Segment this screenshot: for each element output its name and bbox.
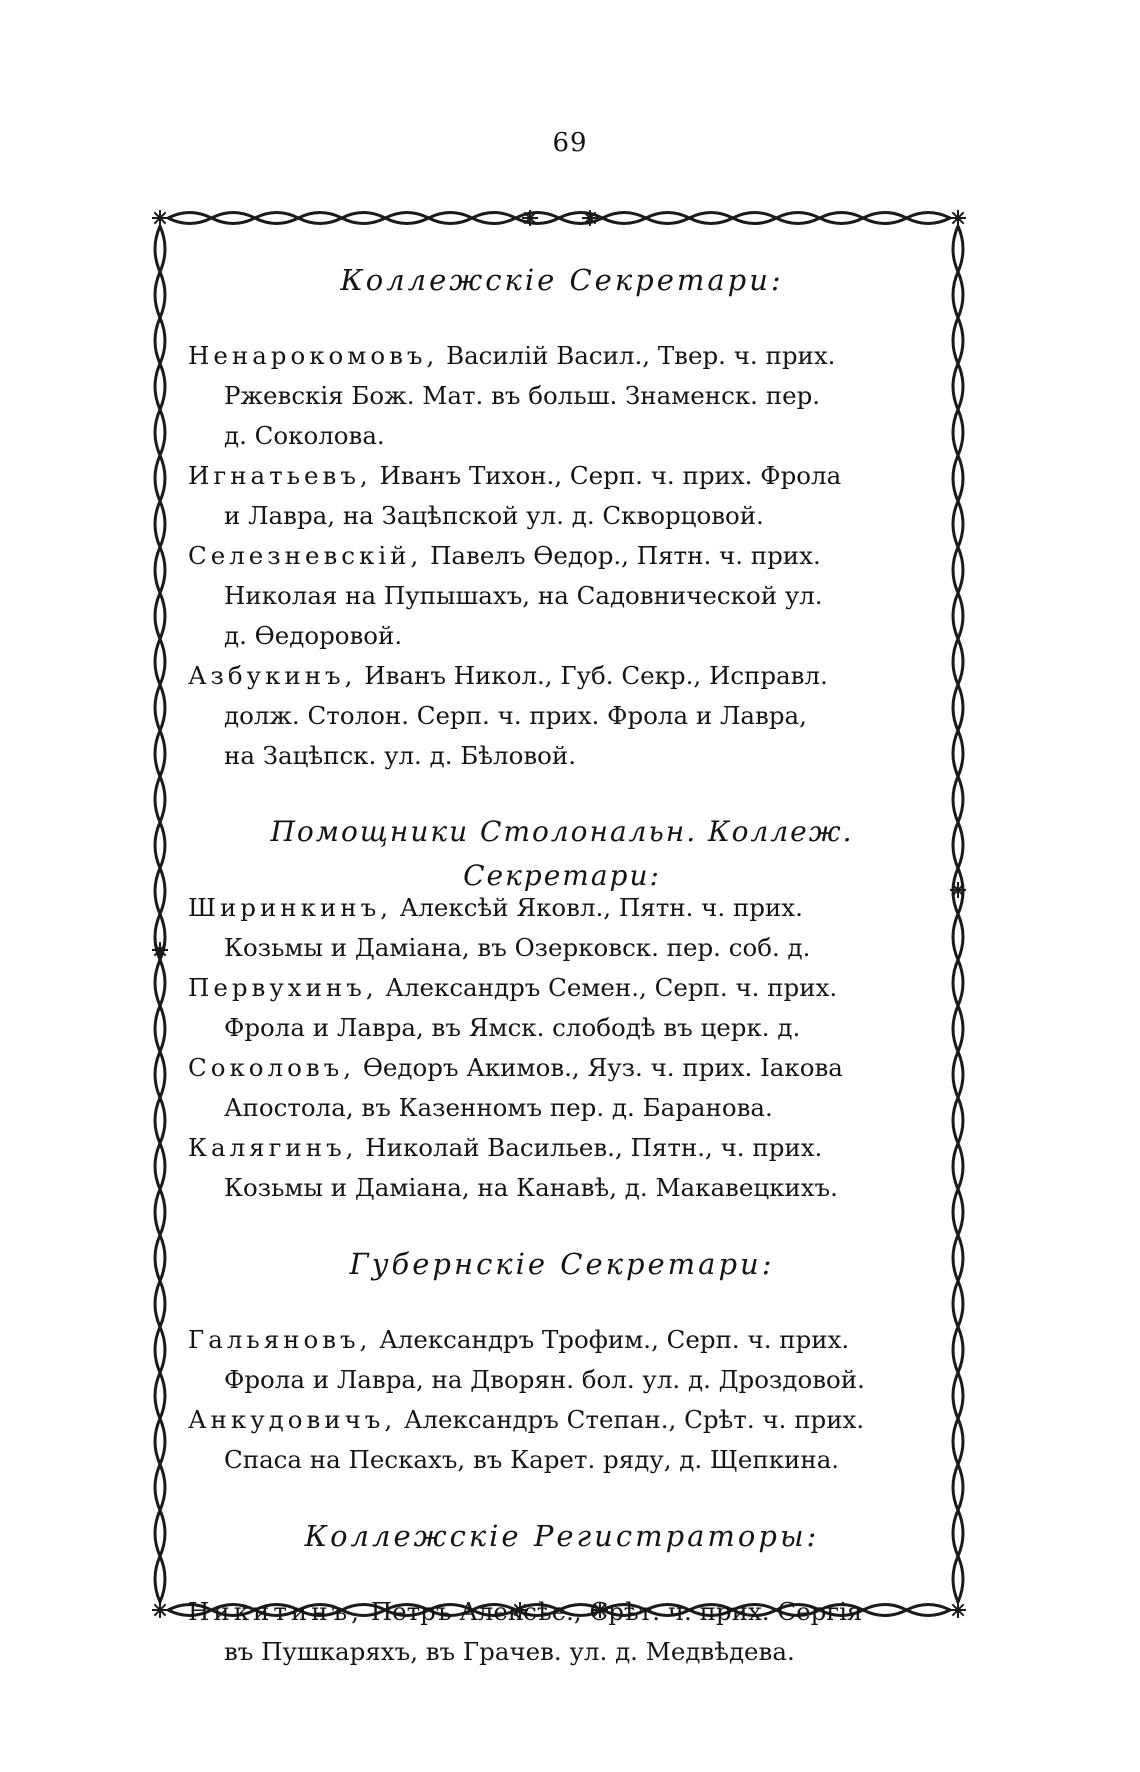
list-item <box>188 888 936 968</box>
list-item <box>188 456 936 536</box>
entry-text: Ржевскія Бож. Мат. въ больш. Знаменск. пер. <box>224 381 821 410</box>
entry-text: Александръ Трофим., Серп. ч. прих. <box>371 1325 850 1354</box>
entry-text: Козьмы и Даміана, въ Озерковск. пер. соб. д. <box>224 933 811 962</box>
entry-text: Фрола и Лавра, на Дворян. бол. ул. д. Дроздовой. <box>224 1365 865 1394</box>
entry-surname: Азбукинъ, <box>188 661 357 690</box>
entry-text: Ѳедоръ Акимов., Яуз. ч. прих. Іакова <box>355 1053 843 1082</box>
entry-surname: Игнатьевъ, <box>188 461 372 490</box>
entry-text: на Зацѣпск. ул. д. Бѣловой. <box>224 741 577 770</box>
entry-surname: Гальяновъ, <box>188 1325 372 1354</box>
entry-text: Алексѣй Яковл., Пятн. ч. прих. <box>391 893 803 922</box>
entry-surname: Никитинъ, <box>188 1597 363 1626</box>
entry-text: въ Пушкаряхъ, въ Грачев. ул. д. Медвѣдева. <box>224 1637 795 1666</box>
entry-text: Николая на Пупышахъ, на Садовнической ул. <box>224 581 823 610</box>
entry-surname: Ширинкинъ, <box>188 893 392 922</box>
entry-text: Апостола, въ Казенномъ пер. д. Баранова. <box>224 1093 773 1122</box>
list-item <box>188 968 936 1048</box>
list-item <box>188 1048 936 1128</box>
section-heading: Губернскіе Секретари: <box>349 1247 775 1281</box>
section-heading: Коллежскіе Регистраторы: <box>304 1519 820 1553</box>
entry-text: д. Ѳедоровой. <box>224 621 403 650</box>
entry-surname: Калягинъ, <box>188 1133 358 1162</box>
page-number: 69 <box>552 128 588 158</box>
list-item <box>188 1592 936 1672</box>
entry-text: Александръ Семен., Серп. ч. прих. <box>377 973 838 1002</box>
entry-text: Иванъ Тихон., Серп. ч. прих. Фрола <box>371 461 842 490</box>
section-assistant-secretaries <box>188 810 936 1208</box>
list-item <box>188 1320 936 1400</box>
entry-surname: Селезневскій, <box>188 541 423 570</box>
entry-text: Спаса на Пескахъ, въ Карет. ряду, д. Щепкина. <box>224 1445 840 1474</box>
entry-surname: Соколовъ, <box>188 1053 356 1082</box>
section-collegiate-secretaries <box>188 258 936 776</box>
entry-text: д. Соколова. <box>224 421 385 450</box>
entry-text: Александръ Степан., Срѣт. ч. прих. <box>396 1405 865 1434</box>
section-provincial-secretaries <box>188 1242 936 1480</box>
entry-surname: Первухинъ, <box>188 973 378 1002</box>
entry-text: Василій Васил., Твер. ч. прих. <box>438 341 836 370</box>
section-heading: Коллежскіе Секретари: <box>340 263 784 297</box>
entry-text: Иванъ Никол., Губ. Секр., Исправл. <box>356 661 828 690</box>
entry-text: и Лавра, на Зацѣпской ул. д. Скворцовой. <box>224 501 764 530</box>
section-heading: Помощники Столональн. Коллеж. Секретари: <box>270 815 854 892</box>
entry-text: Николай Васильев., Пятн., ч. прих. <box>357 1133 823 1162</box>
list-item <box>188 656 936 776</box>
entry-surname: Ненарокомовъ, <box>188 341 439 370</box>
entry-text: Козьмы и Даміана, на Канавѣ, д. Макавецкихъ. <box>224 1173 838 1202</box>
document-body <box>188 258 936 1706</box>
entry-text: Фрола и Лавра, въ Ямск. слободѣ въ церк. д. <box>224 1013 801 1042</box>
list-item <box>188 1400 936 1480</box>
list-item <box>188 1128 936 1208</box>
section-collegiate-registrars <box>188 1514 936 1672</box>
entry-text: Петръ Алексѣе., Срѣт. ч. прих. Сергія <box>362 1597 863 1626</box>
entry-surname: Анкудовичъ, <box>188 1405 397 1434</box>
entry-text: Павелъ Ѳедор., Пятн. ч. прих. <box>422 541 821 570</box>
list-item <box>188 336 936 456</box>
list-item <box>188 536 936 656</box>
entry-text: долж. Столон. Серп. ч. прих. Фрола и Лавра, <box>224 701 807 730</box>
